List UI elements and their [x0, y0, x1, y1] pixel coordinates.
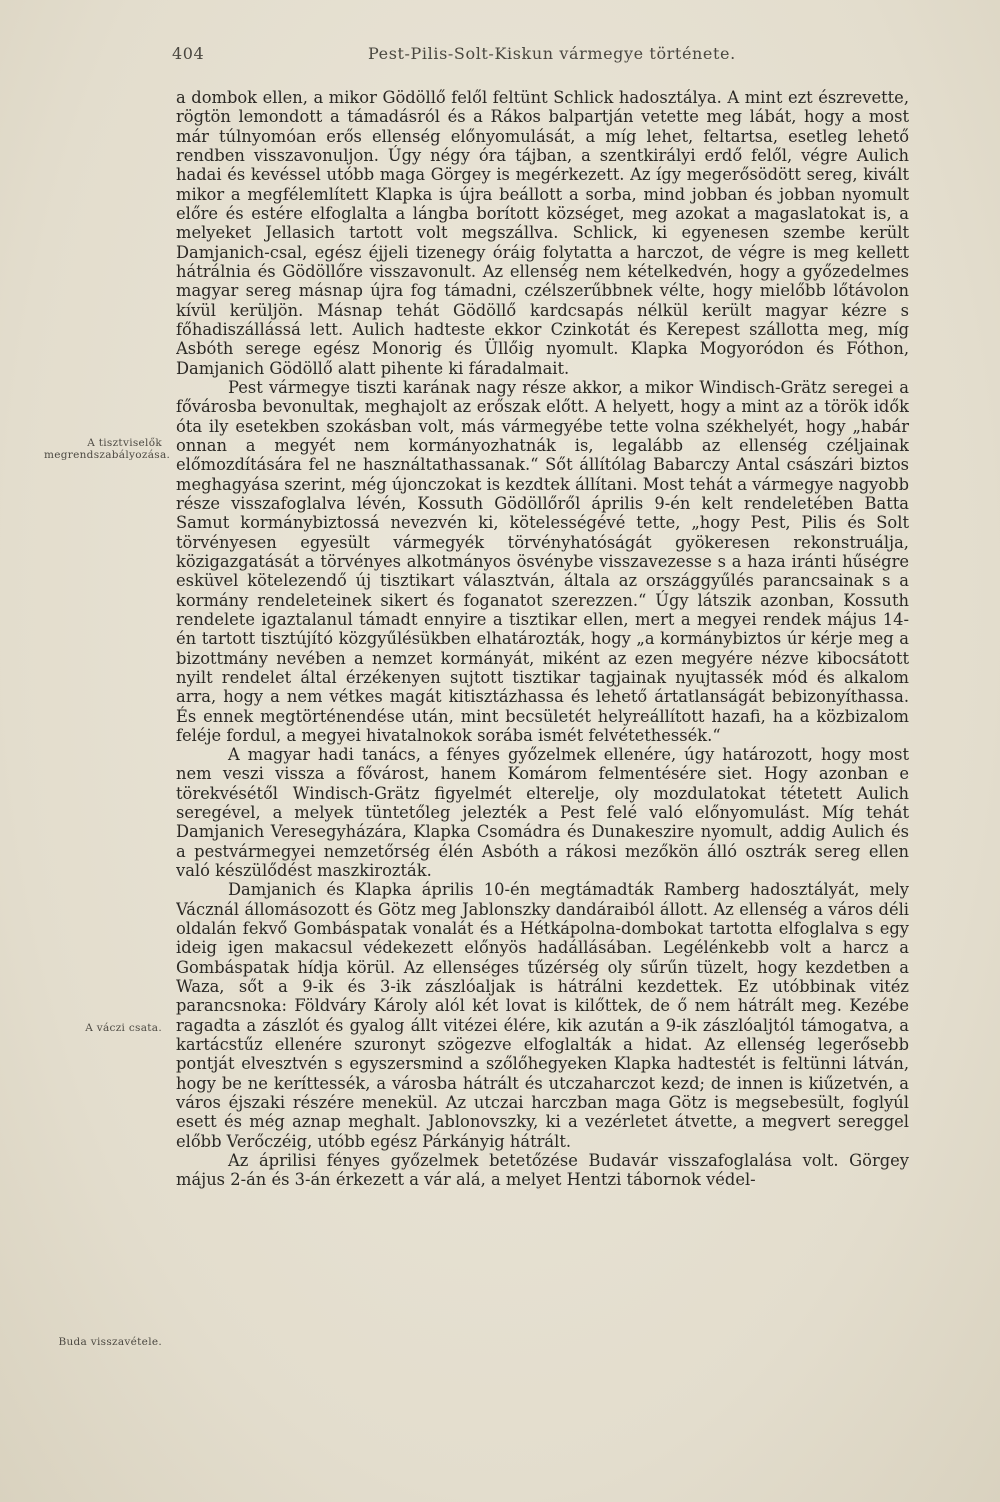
side-note-buda-recapture: Buda visszavétele.	[58, 1336, 162, 1348]
paragraph: Az áprilisi fényes győzelmek betetőzése Budavár visszafoglalása volt. Görgey május 2-án és 3-án érkezett a vár alá, a melyet Hentzi tábornok védel-	[176, 1151, 909, 1190]
paragraph: A magyar hadi tanács, a fényes győzelmek ellenére, úgy határozott, hogy most nem veszi vissza a fővárost, hanem Komárom felmentésére siet. Hogy azonban e törekvésétől Windisch-Grätz figyelmét elterelje, oly mozdulatokat tétetett Aulich seregével, a melyek tüntetőleg jelezték a Pest felé való előnyomulást. Míg tehát Damjanich Veresegyházára, Klapka Csomádra és Dunakeszire nyomult, addig Aulich és a pestvármegyei nemzetőrség élén Asbóth a rákosi mezőkön álló osztrák sereg ellen való készülődést maszkirozták.	[176, 745, 909, 881]
page-number: 404	[172, 44, 205, 63]
paragraph: Pest vármegye tiszti karának nagy része akkor, a mikor Windisch-Grätz seregei a fővárosba bevonultak, meghajolt az erőszak előtt. A helyett, hogy a mint az a török idők óta ily esetekben szokásban volt, más vármegyébe tette volna székhelyét, hogy „habár onnan a megyét nem kormányozhatnák is, legalább az ellenség czéljainak előmozdítására fel ne használtathassanak.“ Sőt állítólag Babarczy Antal császári biztos meghagyása szerint, még újonczokat is kezdtek állítani. Most tehát a vármegye nagyobb része visszafoglalva lévén, Kossuth Gödöllőről április 9-én kelt rendeletében Batta Samut kormánybiztossá nevezvén ki, kötelességévé tette, „hogy Pest, Pilis és Solt törvényesen egyesült vármegyék törvényhatóságát gyökeresen rekonstruálja, közigazgatását a törvényes alkotmányos ösvénybe visszavezesse s a haza iránti hűségre esküvel kötelezendő új tisztikart választván, általa az országgyűlés parancsainak s a kormány rendeleteinek sikert és foganatot szerezzen.“ Úgy látszik azonban, Kossuth rendelete igaztalanul támadt ennyire a tisztikar ellen, mert a megyei rendek május 14-én tartott tisztújító közgyűlésükben elhatározták, hogy „a kormánybiztos úr kérje meg a bizottmány nevében a nemzet kormányát, miként az ezen megyére nézve kibocsátott nyilt rendelet által érzékenyen sujtott tisztikar tagjainak nyujtassék mód és alkalom arra, hogy a nem vétkes magát kitisztázhassa és lehető ártatlanságát bebizonyíthassa. És ennek megtörténendése után, mint becsületét helyreállított hazafi, ha a közbizalom feléje fordul, a megyei hivatalnokok sorába ismét felvétethessék.“	[176, 377, 909, 745]
side-note-vac-battle: A váczi csata.	[85, 1022, 162, 1034]
running-title: Pest-Pilis-Solt-Kiskun vármegye története.	[368, 44, 736, 63]
page-header	[172, 44, 736, 70]
side-note-officials: A tisztviselők megrendszabályozása.	[44, 437, 171, 461]
paragraph: Damjanich és Klapka április 10-én megtámadták Ramberg hadosztályát, mely Vácznál állomásozott és Götz meg Jablonszky dandáraiból állott. Az ellenség a város déli oldalán fekvő Gombáspatak vonalát és a Hétkápolna-dombokat tartotta elfoglalva s egy ideig igen makacsul védekezett előnyös hadállásában. Legélénkebb volt a harcz a Gombáspatak hídja körül. Az ellenséges tűzérség oly sűrűn tüzelt, hogy kezdetben a Waza, sőt a 9-ik és 3-ik zászlóaljak is hátrálni kezdettek. Ez utóbbinak vitéz parancsnoka: Földváry Károly alól két lovat is kilőttek, de ő nem hátrált meg. Kezébe ragadta a zászlót és gyalog állt vitézei élére, kik azután a 9-ik zászlóaljtól támogatva, a kartácstűz ellenére szuronyt szögezve elfoglalták a hidat. Az ellenség legerősebb pontját elvesztvén s egyszersmind a szőlőhegyeken Klapka hadtestét is feltünni látván, hogy be ne keríttessék, a városba hátrált és utczaharczot kezd; de innen is kiűzetvén, a város éjszaki részére menekül. Az utczai harczban maga Götz is megsebesült, foglyúl esett és még aznap meghalt. Jablonovszky, ki a vezérletet átvette, a megvert sereggel előbb Verőczéig, utóbb egész Párkányig hátrált.	[176, 880, 909, 1151]
body-text	[176, 88, 909, 1458]
paragraph: a dombok ellen, a mikor Gödöllő felől feltünt Schlick hadosztálya. A mint ezt észrevette, rögtön lemondott a támadásról és a Rákos balpartján vetette meg lábát, hogy a most már túlnyomóan erős ellenség előnyomulását, a míg lehet, feltartsa, esetleg lehető rendben visszavonuljon. Úgy négy óra tájban, a szentkirályi erdő felől, végre Aulich hadai és kevéssel utóbb maga Görgey is megérkezett. Az így megerősödött sereg, kivált mikor a megfélemlített Klapka is újra beállott a sorba, mind jobban és jobban nyomult előre és estére elfoglalta a lángba borított községet, meg azokat a magaslatokat is, a melyeket Jellasich tartott volt megszállva. Schlick, ki egyenesen szembe került Damjanich-csal, egész éjjeli tizenegy óráig folytatta a harczot, de végre is meg kellett hátrálnia és Gödöllőre visszavonult. Az ellenség nem kételkedvén, hogy a győzedelmes magyar sereg másnap újra fog támadni, czélszerűbbnek vélte, hogy mielőbb lőtávolon kívül kerüljön. Másnap tehát Gödöllő kardcsapás nélkül került magyar kézre s főhadiszállássá lett. Aulich hadteste ekkor Czinkotát és Kerepest szállotta meg, míg Asbóth serege egész Monorig és Üllőig nyomult. Klapka Mogyoródon és Fóthon, Damjanich Gödöllő alatt pihente ki fáradalmait.	[176, 88, 909, 378]
